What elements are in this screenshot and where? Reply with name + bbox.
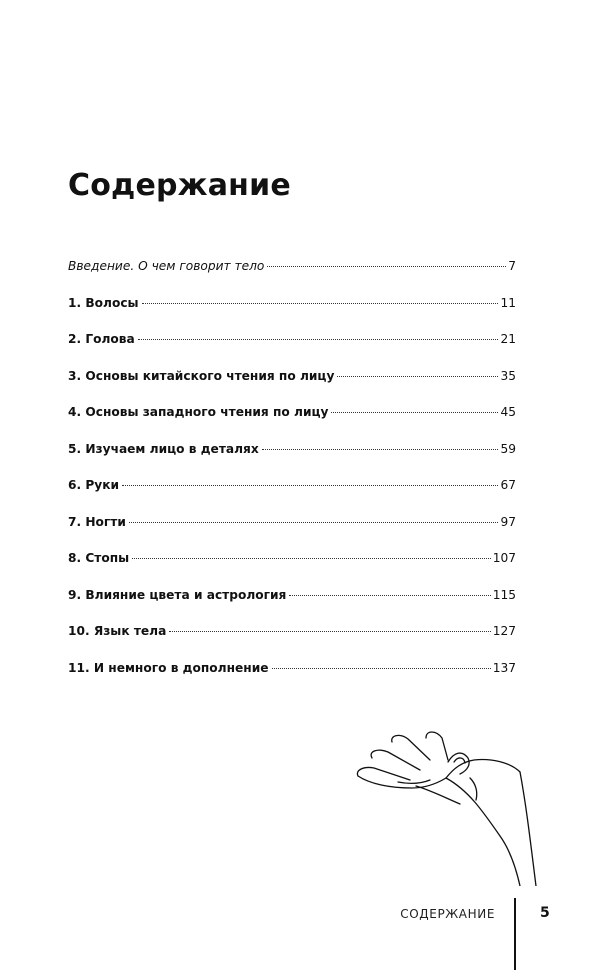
toc-entry-label: 6. Руки [68, 478, 120, 492]
toc-entry-page: 45 [500, 405, 516, 419]
toc-entry-label: 9. Влияние цвета и астрология [68, 587, 287, 602]
toc-entry-page: 35 [500, 368, 516, 383]
dot-leader [138, 339, 499, 340]
toc-entry-label: 1. Волосы [68, 295, 139, 310]
running-header: СОДЕРЖАНИЕ [400, 907, 495, 921]
toc-entry-9[interactable] [68, 585, 516, 622]
dot-leader [331, 412, 498, 413]
toc-entry-page: 127 [492, 624, 516, 638]
footer-divider [514, 898, 516, 970]
toc-entry-4[interactable] [68, 402, 516, 439]
toc-entry-page: 21 [500, 332, 516, 346]
toc-entry-label: 7. Ногти [68, 514, 126, 529]
toc-entry-8[interactable] [68, 548, 516, 585]
toc-entry-10[interactable] [68, 621, 516, 658]
dot-leader [129, 522, 499, 523]
table-of-contents [68, 256, 516, 694]
dot-leader [337, 376, 498, 377]
toc-entry-label: 4. Основы западного чтения по лицу [68, 405, 329, 419]
toc-entry-11[interactable] [68, 658, 516, 695]
toc-entry-3[interactable] [68, 366, 516, 403]
toc-entry-page: 11 [500, 295, 516, 310]
open-hand-icon [350, 718, 550, 886]
toc-entry-label: 3. Основы китайского чтения по лицу [68, 368, 335, 383]
dot-leader [132, 558, 491, 559]
toc-entry-label: 11. И немного в дополнение [68, 660, 269, 675]
dot-leader [142, 303, 499, 304]
toc-entry-5[interactable] [68, 439, 516, 476]
toc-entry-page: 107 [492, 551, 516, 565]
toc-entry-label: 2. Голова [68, 332, 135, 346]
toc-entry-7[interactable] [68, 512, 516, 549]
toc-entry-page: 7 [508, 259, 516, 273]
toc-entry-1[interactable] [68, 293, 516, 330]
dot-leader [267, 266, 506, 267]
toc-entry-label: 5. Изучаем лицо в деталях [68, 441, 259, 456]
dot-leader [262, 449, 499, 450]
toc-entry-6[interactable] [68, 475, 516, 512]
toc-entry-label: 8. Стопы [68, 551, 130, 565]
page-number: 5 [540, 905, 550, 921]
toc-entry-page: 59 [500, 441, 516, 456]
dot-leader [122, 485, 498, 486]
toc-entry-page: 115 [492, 587, 516, 602]
toc-entry-intro[interactable] [68, 256, 516, 293]
toc-entry-page: 137 [492, 660, 516, 675]
toc-entry-label: 10. Язык тела [68, 624, 167, 638]
toc-entry-2[interactable] [68, 329, 516, 366]
dot-leader [272, 668, 491, 669]
dot-leader [289, 595, 490, 596]
dot-leader [169, 631, 490, 632]
toc-entry-page: 67 [500, 478, 516, 492]
toc-entry-page: 97 [500, 514, 516, 529]
page-title: Содержание [68, 168, 291, 203]
toc-entry-label: Введение. О чем говорит тело [68, 259, 265, 273]
